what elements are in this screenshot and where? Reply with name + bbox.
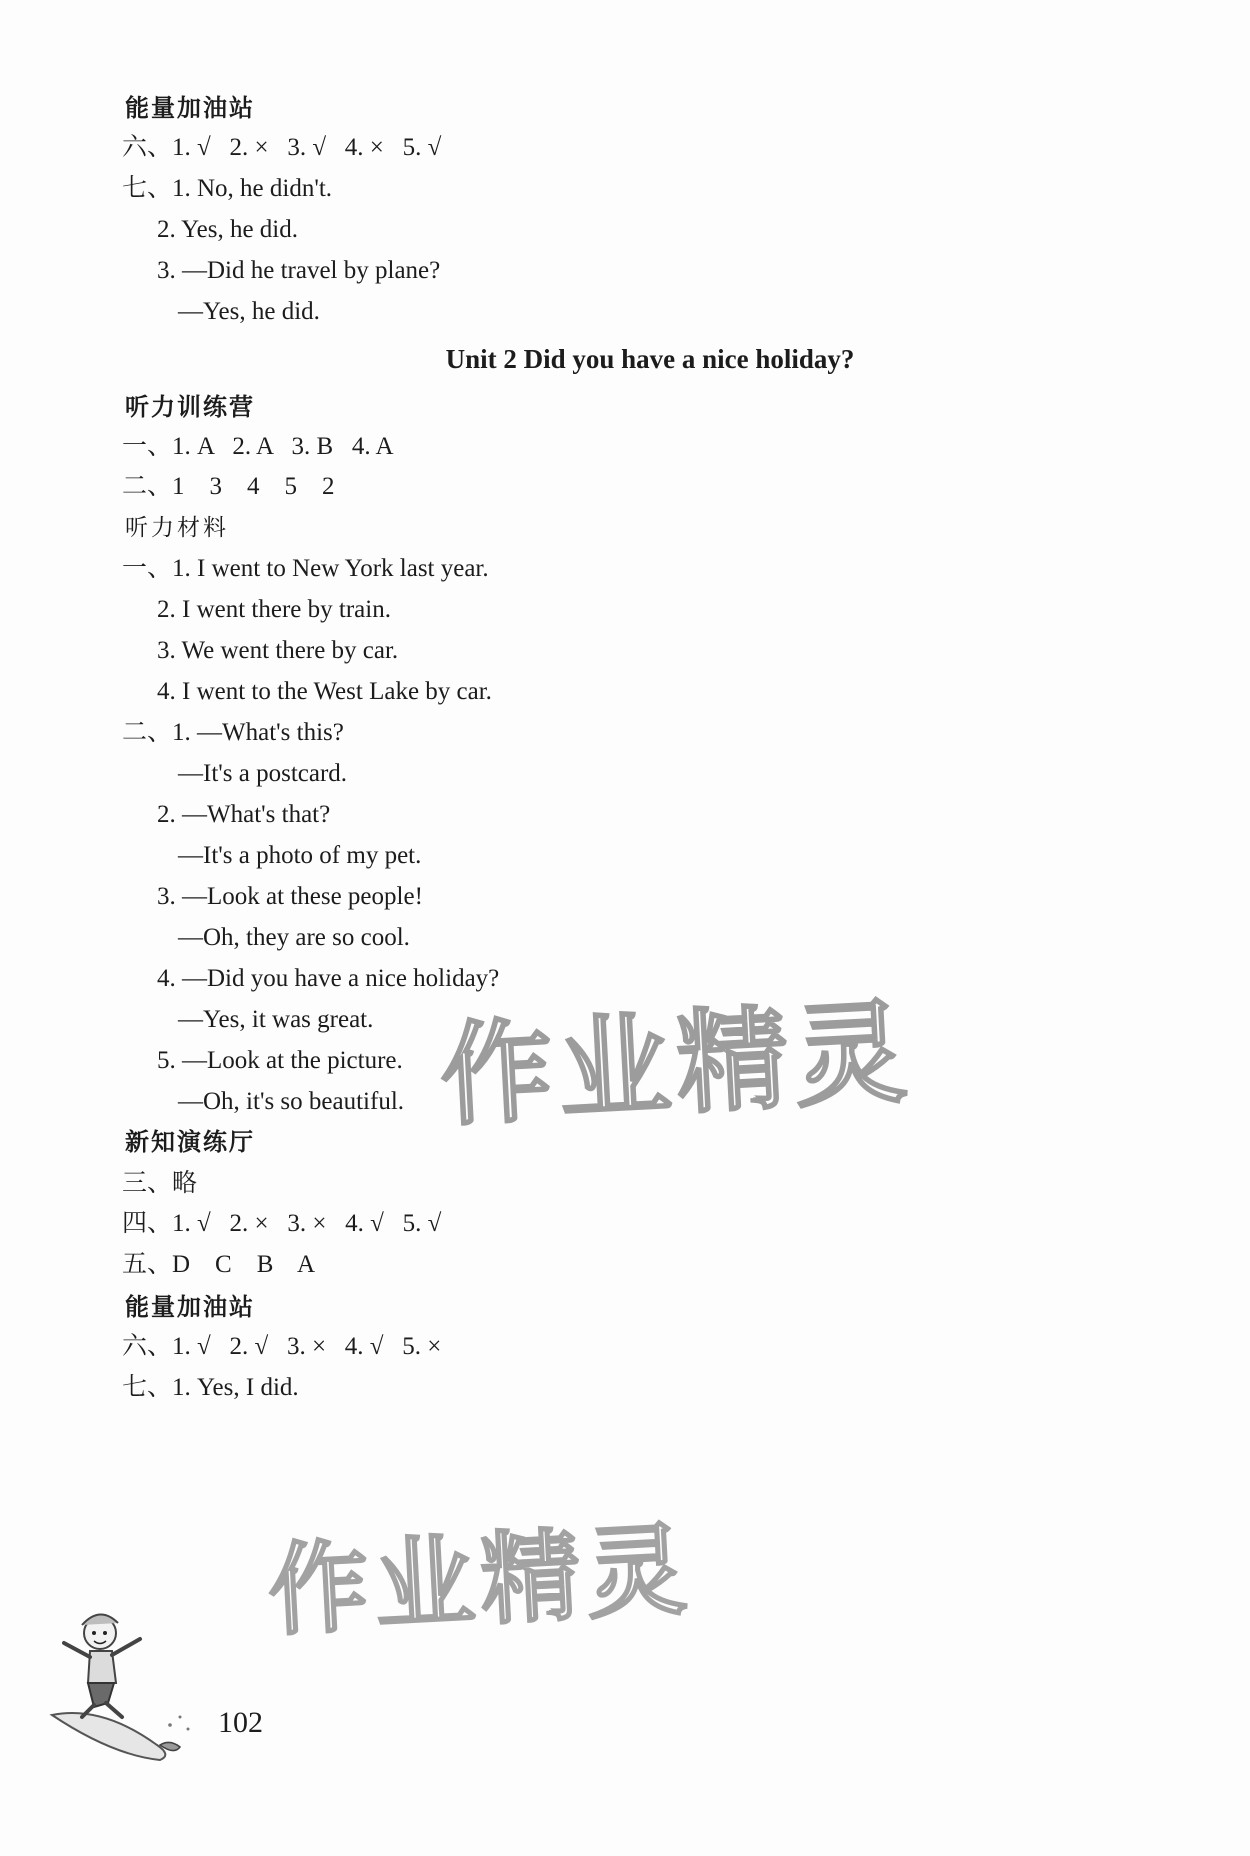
transcript-line: 2. —What's that? xyxy=(157,801,331,828)
answer-line-five: 五、D C B A xyxy=(122,1251,316,1278)
answer-line-two: 二、1 3 4 5 2 xyxy=(122,473,335,500)
transcript-line: 3. We went there by car. xyxy=(157,637,399,664)
listening-material-heading: 听力材料 xyxy=(125,515,229,541)
transcript-line: 2. I went there by train. xyxy=(157,596,391,623)
answer-line-six: 六、1. √ 2. √ 3. × 4. √ 5. × xyxy=(122,1333,442,1360)
answer-line-six: 六、1. √ 2. × 3. √ 4. × 5. √ xyxy=(122,134,442,161)
section-heading-new-knowledge: 新知演练厅 xyxy=(125,1128,255,1156)
transcript-line: —It's a photo of my pet. xyxy=(178,842,422,869)
answer-line-three: 三、略 xyxy=(122,1170,198,1197)
unit-title: Unit 2 Did you have a nice holiday? xyxy=(445,344,855,374)
watermark: 作业精灵 xyxy=(437,987,916,1143)
answer-line-seven: 七、1. Yes, I did. xyxy=(122,1374,299,1401)
transcript-line: 4. I went to the West Lake by car. xyxy=(157,678,492,705)
transcript-line: 3. —Look at these people! xyxy=(157,883,423,910)
transcript-line: 二、1. —What's this? xyxy=(122,719,344,746)
answer-line: 2. Yes, he did. xyxy=(157,216,298,243)
transcript-line: 一、1. I went to New York last year. xyxy=(122,555,489,582)
answer-line: —Yes, he did. xyxy=(178,298,320,325)
transcript-line: 5. —Look at the picture. xyxy=(157,1047,403,1074)
page-number: 102 xyxy=(218,1706,263,1739)
transcript-line: —Oh, they are so cool. xyxy=(178,924,410,951)
answer-line-seven: 七、1. No, he didn't. xyxy=(122,175,333,202)
section-heading-listening-camp: 听力训练营 xyxy=(125,393,255,421)
section-heading-energy-station: 能量加油站 xyxy=(125,1293,255,1321)
surfer-boy-illustration xyxy=(42,1595,212,1765)
transcript-line: —It's a postcard. xyxy=(178,760,348,787)
section-heading-energy-station: 能量加油站 xyxy=(125,94,255,122)
transcript-line: —Yes, it was great. xyxy=(178,1006,374,1033)
transcript-line: —Oh, it's so beautiful. xyxy=(178,1088,405,1115)
watermark: 作业精灵 xyxy=(265,1510,696,1651)
answer-line-four: 四、1. √ 2. × 3. × 4. √ 5. √ xyxy=(122,1210,442,1237)
answer-line: 3. —Did he travel by plane? xyxy=(157,257,441,284)
answer-line-one: 一、1. A 2. A 3. B 4. A xyxy=(122,433,394,460)
transcript-line: 4. —Did you have a nice holiday? xyxy=(157,965,500,992)
